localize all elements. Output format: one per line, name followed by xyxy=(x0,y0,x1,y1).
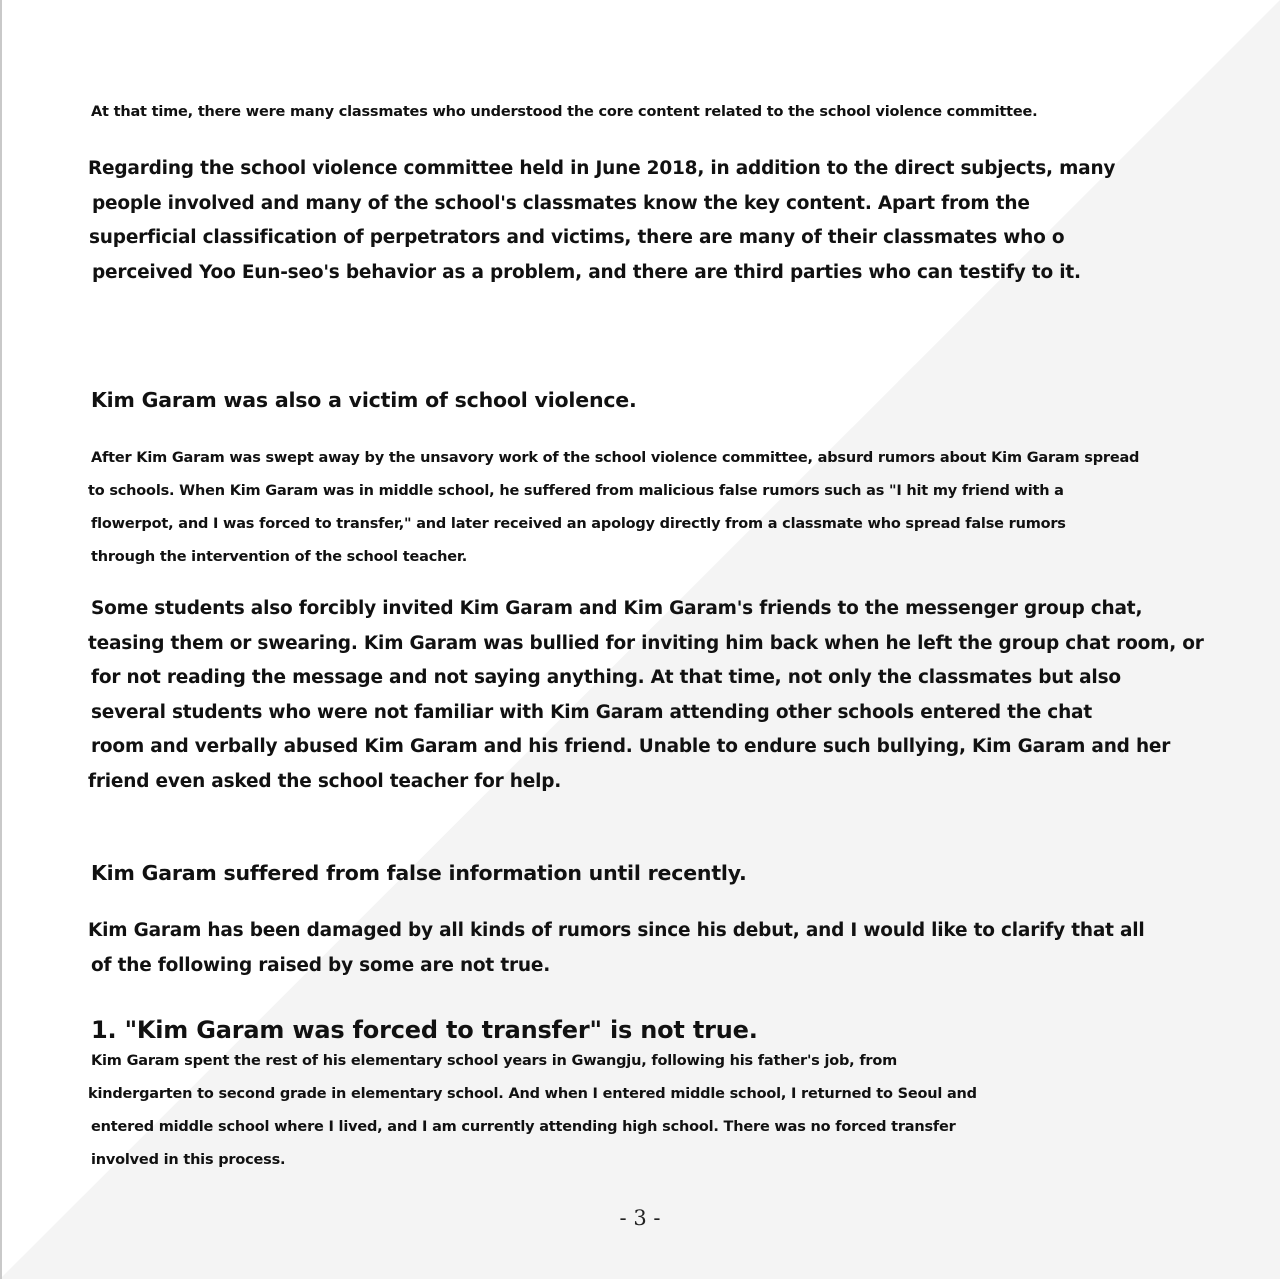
text-line: of the following raised by some are not true. xyxy=(91,954,551,976)
paragraph-clarify xyxy=(88,914,1145,983)
intro-paragraph xyxy=(88,96,1037,129)
text-line: several students who were not familiar with Kim Garam attending other schools entered the chat xyxy=(91,701,1092,723)
text-line: to schools. When Kim Garam was in middle school, he suffered from malicious false rumors such as "I hit my friend with a xyxy=(88,483,1064,499)
text-line: people involved and many of the school's classmates know the key content. Apart from the xyxy=(92,192,1030,214)
text-line: Kim Garam spent the rest of his elementary school years in Gwangju, following his father's job, from xyxy=(91,1053,898,1069)
section-heading: 1. "Kim Garam was forced to transfer" is not true. xyxy=(91,1016,758,1044)
text-line: room and verbally abused Kim Garam and his friend. Unable to endure such bullying, Kim Garam and her xyxy=(91,736,1171,757)
heading-false-info xyxy=(88,858,747,888)
text-line: friend even asked the school teacher for help. xyxy=(88,770,562,792)
section-heading: Kim Garam suffered from false information until recently. xyxy=(91,861,747,885)
section-heading: Kim Garam was also a victim of school violence. xyxy=(91,388,637,412)
heading-victim xyxy=(88,385,637,415)
text-line: flowerpot, and I was forced to transfer," and later received an apology directly from a classmate who spread false rumors xyxy=(91,516,1066,532)
text-line: kindergarten to second grade in elementary school. And when I entered middle school, I returned to Seoul and xyxy=(88,1086,977,1102)
text-line: through the intervention of the school teacher. xyxy=(91,549,468,565)
paragraph-rumors xyxy=(88,442,1139,574)
page-number: - 3 - xyxy=(619,1206,661,1230)
text-line: entered middle school where I lived, and I am currently attending high school. There was no forced transfer xyxy=(91,1119,956,1135)
paragraph-transfer xyxy=(88,1045,977,1177)
page-left-border xyxy=(0,0,2,1279)
text-line: Regarding the school violence committee held in June 2018, in addition to the direct subjects, many xyxy=(88,158,1116,179)
text-line: involved in this process. xyxy=(91,1152,286,1168)
intro-line: At that time, there were many classmates who understood the core content related to the school violence committee. xyxy=(91,104,1038,120)
text-line: perceived Yoo Eun-seo's behavior as a problem, and there are third parties who can testify to it. xyxy=(92,261,1081,283)
text-line: superficial classification of perpetrators and victims, there are many of their classmates who o xyxy=(89,227,1065,248)
text-line: Some students also forcibly invited Kim Garam and Kim Garam's friends to the messenger group chat, xyxy=(91,598,1143,619)
text-line: Kim Garam has been damaged by all kinds of rumors since his debut, and I would like to clarify that all xyxy=(88,920,1145,941)
heading-transfer xyxy=(88,1015,758,1045)
paragraph-group-chat xyxy=(88,592,1204,799)
text-line: After Kim Garam was swept away by the unsavory work of the school violence committee, absurd rumors about Kim Garam spread xyxy=(91,450,1140,466)
text-line: for not reading the message and not saying anything. At that time, not only the classmates but also xyxy=(91,667,1121,688)
paragraph-committee xyxy=(88,152,1115,290)
text-line: teasing them or swearing. Kim Garam was bullied for inviting him back when he left the group chat room, or xyxy=(88,632,1204,654)
